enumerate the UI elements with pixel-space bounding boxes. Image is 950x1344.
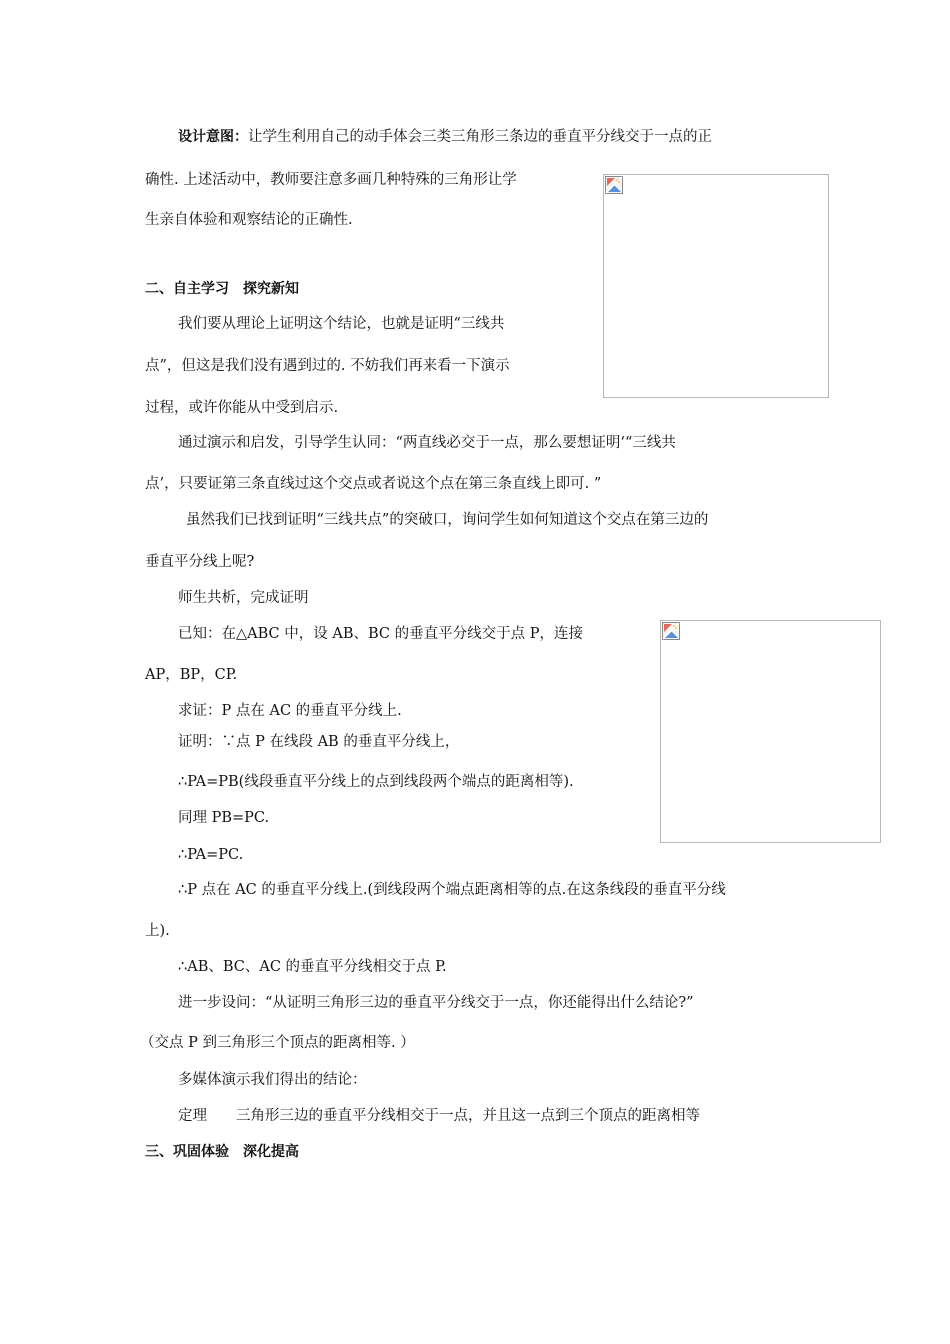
- design-intent-text: 让学生利用自己的动手体会三类三角形三条边的垂直平分线交于一点的正: [248, 129, 712, 145]
- image-placeholder-2: [660, 620, 881, 843]
- proof-line-1: 证明：∵点 P 在线段 AB 的垂直平分线上，: [178, 734, 460, 750]
- prove-statement: 求证：P 点在 AC 的垂直平分线上.: [178, 703, 402, 719]
- given-line-2: AP，BP，CP.: [145, 667, 238, 683]
- broken-image-icon: [662, 622, 680, 640]
- proof-line-5: ∴P 点在 AC 的垂直平分线上.(到线段两个端点距离相等的点.在这条线段的垂直平分线: [178, 882, 726, 898]
- paragraph-2-line-2: 点’，只要证第三条直线过这个交点或者说这个点在第三条直线上即可. ”: [145, 476, 602, 492]
- section-heading-3: 三、巩固体验 深化提高: [145, 1144, 299, 1160]
- theorem-line: 定理 三角形三边的垂直平分线相交于一点，并且这一点到三个顶点的距离相等: [178, 1108, 700, 1124]
- paragraph-4: 师生共析，完成证明: [178, 590, 309, 606]
- paragraph-1-line-3: 过程，或许你能从中受到启示.: [145, 400, 339, 416]
- design-intent-line-1: [178, 127, 712, 147]
- further-question-line-2: （交点 P 到三角形三个顶点的距离相等. ）: [140, 1035, 415, 1051]
- proof-line-2: ∴PA=PB(线段垂直平分线上的点到线段两个端点的距离相等).: [178, 774, 574, 790]
- design-intent-line-3: 生亲自体验和观察结论的正确性.: [145, 212, 353, 228]
- paragraph-1-line-1: 我们要从理论上证明这个结论，也就是证明“三线共: [178, 316, 505, 332]
- media-demo-line: 多媒体演示我们得出的结论：: [178, 1072, 367, 1088]
- design-intent-line-2: 确性. 上述活动中，教师要注意多画几种特殊的三角形让学: [145, 172, 517, 188]
- proof-line-6: 上).: [145, 923, 170, 939]
- design-intent-label: 设计意图：: [178, 129, 248, 145]
- proof-line-3: 同理 PB=PC.: [178, 810, 270, 826]
- broken-image-icon: [605, 176, 623, 194]
- paragraph-2-line-1: 通过演示和启发，引导学生认同：“两直线必交于一点，那么要想证明‘“三线共: [178, 435, 676, 451]
- section-heading-2: 二、自主学习 探究新知: [145, 281, 299, 297]
- proof-line-7: ∴AB、BC、AC 的垂直平分线相交于点 P.: [178, 959, 447, 975]
- image-placeholder-1: [603, 174, 829, 398]
- further-question-line-1: 进一步设问：“从证明三角形三边的垂直平分线交于一点，你还能得出什么结论?”: [178, 995, 694, 1011]
- given-line-1: 已知：在△ABC 中，设 AB、BC 的垂直平分线交于点 P，连接: [178, 626, 583, 642]
- paragraph-3-line-1: 虽然我们已找到证明“三线共点”的突破口，询问学生如何知道这个交点在第三边的: [186, 512, 709, 528]
- paragraph-3-line-2: 垂直平分线上呢?: [145, 554, 255, 570]
- paragraph-1-line-2: 点”，但这是我们没有遇到过的. 不妨我们再来看一下演示: [145, 358, 510, 374]
- proof-line-4: ∴PA=PC.: [178, 847, 244, 863]
